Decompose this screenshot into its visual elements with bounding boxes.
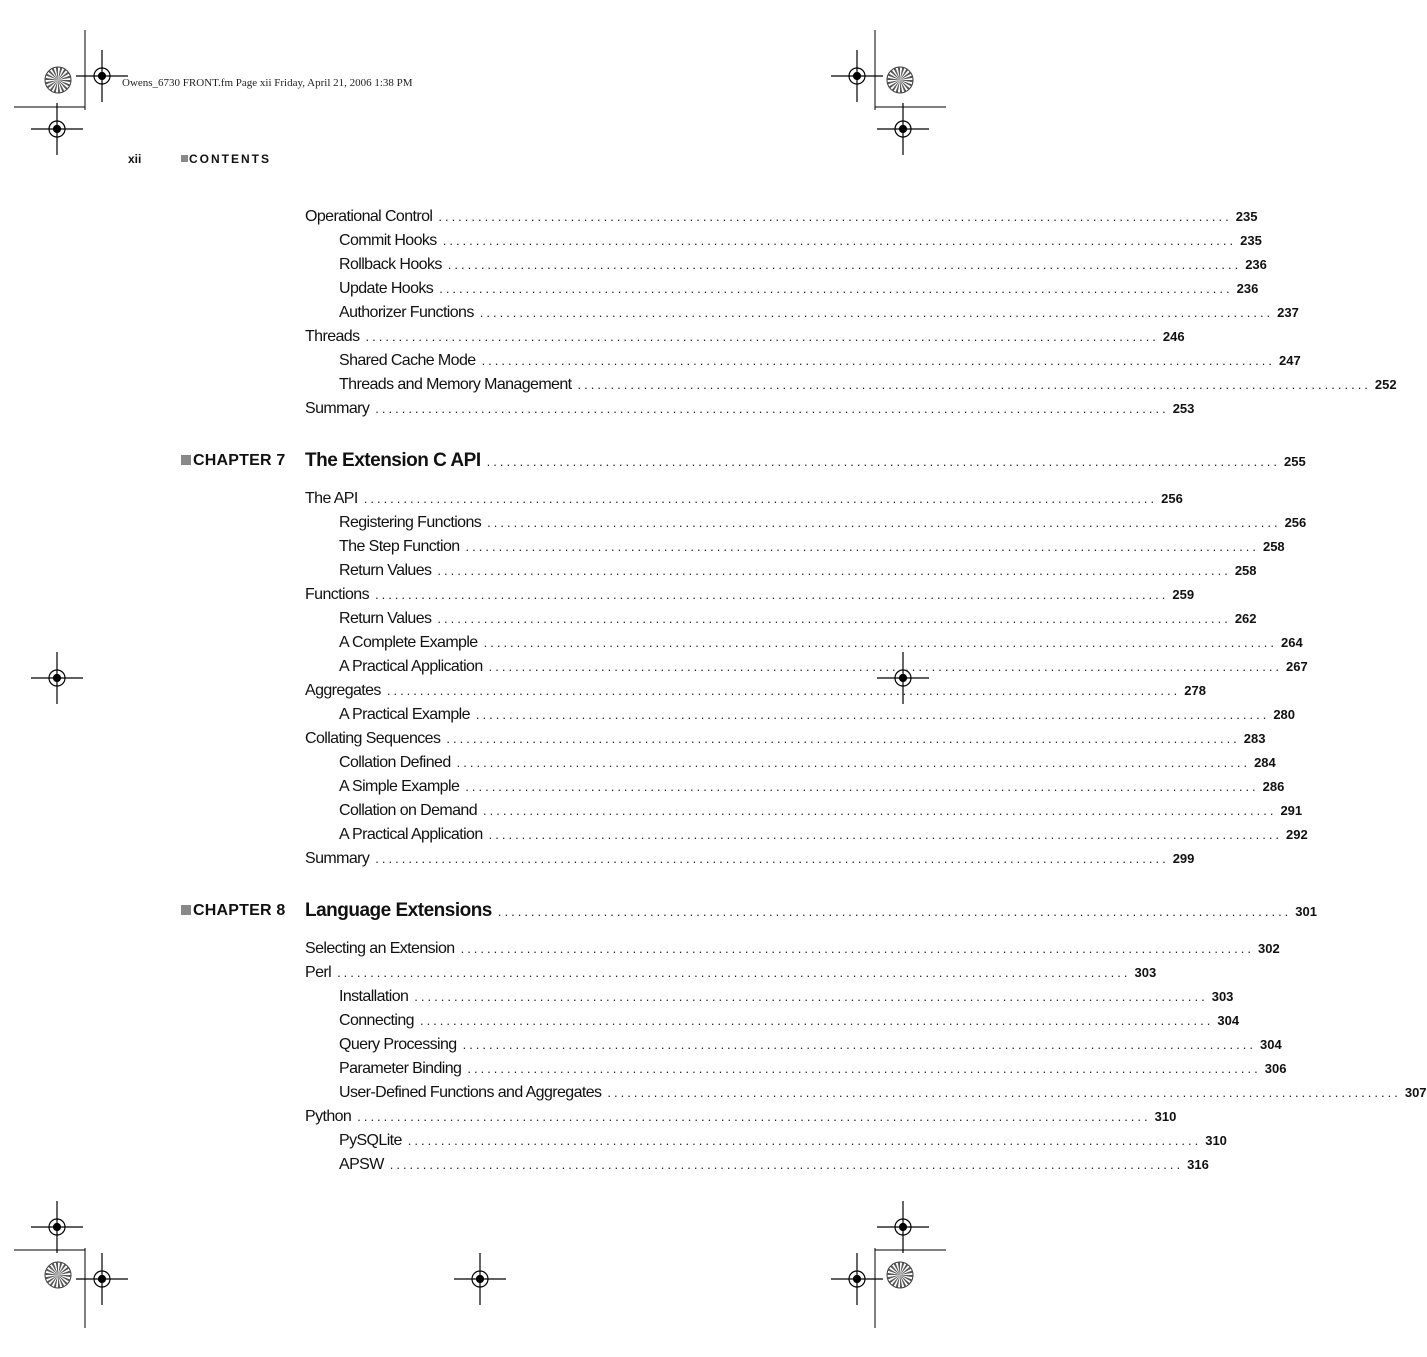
toc-subentry[interactable] [339,658,1308,680]
chapter-page: 255 [1284,454,1306,469]
toc-subentry[interactable] [339,988,1234,1010]
entry-page: 303 [1134,965,1157,980]
entry-page: 236 [1236,281,1259,296]
entry-page: 291 [1280,803,1303,818]
entry-page: 237 [1277,305,1299,320]
entry-title: A Practical Application [339,826,483,843]
registration-mark-icon [31,1201,83,1253]
entry-page: 247 [1278,353,1301,368]
entry-title: Rollback Hooks [339,256,442,273]
toc-subentry[interactable] [339,304,1299,326]
toc-subentry[interactable] [339,778,1285,800]
entry-page: 292 [1286,827,1308,842]
registration-mark-icon [76,50,128,102]
chapter-title: Language Extensions [305,900,492,921]
toc-entry[interactable] [305,1108,1177,1130]
toc-subentry[interactable] [339,538,1285,560]
dot-leader: ........................................................................................................................ [437,563,1231,578]
dot-leader: ........................................................................................................................ [483,635,1278,650]
entry-title: Update Hooks [339,280,434,297]
entry-page: 235 [1235,209,1258,224]
entry-page: 284 [1254,755,1276,770]
entry-title: Installation [339,988,409,1005]
dot-leader: ........................................................................................................................ [475,707,1270,722]
toc-subentry[interactable] [339,754,1276,776]
entry-title: Perl [305,964,332,981]
toc-subentry[interactable] [339,1012,1240,1034]
registration-mark-icon [31,103,83,155]
toc-subentry[interactable] [339,826,1308,848]
entry-page: 310 [1205,1133,1227,1148]
entry-title: Shared Cache Mode [339,352,476,369]
entry-page: 278 [1184,683,1206,698]
entry-title: The Step Function [339,538,460,555]
entry-page: 310 [1154,1109,1177,1124]
entry-page: 258 [1262,539,1285,554]
entry-page: 280 [1273,707,1296,722]
chapter-title: The Extension C API [305,450,481,471]
toc-entry[interactable] [305,400,1195,422]
entry-page: 259 [1172,587,1195,602]
toc-entry[interactable] [305,850,1195,872]
entry-title: A Simple Example [339,778,460,795]
entry-page: 267 [1286,659,1308,674]
dot-leader: ........................................................................................................................ [497,904,1292,919]
toc-subentry[interactable] [339,802,1303,824]
dot-leader: ........................................................................................................................ [363,491,1158,506]
entry-page: 256 [1284,515,1307,530]
toc-subentry[interactable] [339,1060,1287,1082]
registration-mark-icon [76,1253,128,1305]
dot-leader: ........................................................................................................................ [337,965,1131,980]
toc-entry[interactable] [305,682,1206,704]
dot-leader: ........................................................................................................................ [407,1133,1202,1148]
dot-leader: ........................................................................................................................ [389,1157,1184,1172]
star-target-icon [887,1262,913,1288]
entry-page: 307 [1404,1085,1427,1100]
entry-page: 252 [1374,377,1397,392]
entry-title: Threads [305,328,360,345]
entry-page: 304 [1260,1037,1282,1052]
chapter-label-text: CHAPTER 8 [193,902,286,919]
chapter-label [181,452,285,470]
entry-title: A Practical Application [339,658,483,675]
entry-title: Threads and Memory Management [339,376,572,393]
entry-title: A Complete Example [339,634,478,651]
toc-subentry[interactable] [339,514,1307,536]
chapter-page: 301 [1295,904,1317,919]
entry-title: Aggregates [305,682,381,699]
dot-leader: ........................................................................................................................ [465,539,1259,554]
dot-leader: ........................................................................................................................ [439,281,1233,296]
entry-page: 316 [1187,1157,1209,1172]
entry-page: 283 [1243,731,1266,746]
dot-leader: ........................................................................................................................ [442,233,1237,248]
dot-leader: ........................................................................................................................ [465,779,1259,794]
square-bullet-icon [181,455,191,465]
entry-page: 264 [1281,635,1303,650]
entry-page: 302 [1258,941,1280,956]
entry-page: 253 [1172,401,1195,416]
entry-title: Commit Hooks [339,232,437,249]
square-bullet-icon [181,155,188,162]
entry-title: The API [305,490,358,507]
entry-title: Selecting an Extension [305,940,455,957]
dot-leader: ........................................................................................................................ [488,827,1283,842]
dot-leader: ........................................................................................................................ [486,454,1281,469]
toc-subentry[interactable] [339,1036,1282,1058]
toc-entry[interactable] [305,940,1280,962]
chapter-entry[interactable] [305,450,1306,476]
entry-title: Functions [305,586,369,603]
dot-leader: ........................................................................................................................ [577,377,1371,392]
entry-title: A Practical Example [339,706,470,723]
square-bullet-icon [181,905,191,915]
entry-title: User-Defined Functions and Aggregates [339,1084,602,1101]
toc-entry[interactable] [305,964,1157,986]
dot-leader: ........................................................................................................................ [483,803,1277,818]
registration-mark-icon [31,652,83,704]
star-target-icon [45,67,71,93]
toc-entry[interactable] [305,730,1266,752]
entry-page: 236 [1245,257,1267,272]
entry-page: 306 [1264,1061,1287,1076]
entry-title: Summary [305,850,370,867]
toc-subentry[interactable] [339,1132,1227,1154]
entry-title: Authorizer Functions [339,304,474,321]
entry-page: 262 [1234,611,1257,626]
registration-mark-icon [877,103,929,155]
entry-title: Connecting [339,1012,414,1029]
entry-title: Python [305,1108,352,1125]
dot-leader: ........................................................................................................................ [419,1013,1214,1028]
entry-page: 256 [1161,491,1183,506]
toc-subentry[interactable] [339,352,1301,374]
entry-page: 299 [1172,851,1195,866]
toc-subentry[interactable] [339,706,1296,728]
entry-title: APSW [339,1156,384,1173]
toc-subentry[interactable] [339,280,1259,302]
toc-entry[interactable] [305,490,1183,512]
chapter-entry[interactable] [305,900,1317,926]
dot-leader: ........................................................................................................................ [414,989,1208,1004]
dot-leader: ........................................................................................................................ [447,257,1242,272]
entry-title: Operational Control [305,208,433,225]
running-head [181,152,271,166]
dot-leader: ........................................................................................................................ [456,755,1251,770]
toc-subentry[interactable] [339,376,1397,398]
entry-title: Return Values [339,610,432,627]
toc-subentry[interactable] [339,1156,1209,1178]
entry-title: Return Values [339,562,432,579]
dot-leader: ........................................................................................................................ [462,1037,1256,1052]
chapter-label [181,902,285,920]
entry-title: Collation on Demand [339,802,478,819]
entry-title: Registering Functions [339,514,482,531]
toc-subentry[interactable] [339,562,1257,584]
dot-leader: ........................................................................................................................ [481,353,1275,368]
entry-page: 303 [1211,989,1234,1004]
entry-title: Query Processing [339,1036,457,1053]
dot-leader: ........................................................................................................................ [386,683,1181,698]
entry-page: 246 [1162,329,1185,344]
entry-page: 258 [1234,563,1257,578]
page-number: xii [128,152,142,166]
running-head-text: CONTENTS [189,152,271,166]
toc-entry[interactable] [305,328,1185,350]
entry-page: 304 [1217,1013,1240,1028]
entry-title: PySQLite [339,1132,402,1149]
file-slug: Owens_6730 FRONT.fm Page xii Friday, April 21, 2006 1:38 PM [122,77,413,89]
dot-leader: ........................................................................................................................ [607,1085,1401,1100]
entry-title: Summary [305,400,370,417]
star-target-icon [45,1262,71,1288]
star-target-icon [887,67,913,93]
dot-leader: ........................................................................................................................ [437,611,1231,626]
toc-entry[interactable] [305,208,1258,230]
dot-leader: ........................................................................................................................ [446,731,1240,746]
toc-subentry[interactable] [339,256,1267,278]
dot-leader: ........................................................................................................................ [357,1109,1151,1124]
dot-leader: ........................................................................................................................ [375,401,1169,416]
dot-leader: ........................................................................................................................ [487,515,1281,530]
registration-mark-icon [877,1201,929,1253]
dot-leader: ........................................................................................................................ [374,587,1169,602]
entry-page: 235 [1240,233,1262,248]
entry-title: Collating Sequences [305,730,441,747]
toc-subentry[interactable] [339,1084,1427,1106]
registration-mark-icon [454,1253,506,1305]
dot-leader: ........................................................................................................................ [460,941,1254,956]
dot-leader: ........................................................................................................................ [479,305,1274,320]
entry-title: Parameter Binding [339,1060,462,1077]
toc-entry[interactable] [305,586,1195,608]
dot-leader: ........................................................................................................................ [375,851,1169,866]
dot-leader: ........................................................................................................................ [438,209,1232,224]
toc-subentry[interactable] [339,232,1262,254]
chapter-label-text: CHAPTER 7 [193,452,286,469]
toc-subentry[interactable] [339,610,1257,632]
dot-leader: ........................................................................................................................ [365,329,1159,344]
toc-subentry[interactable] [339,634,1303,656]
entry-page: 286 [1262,779,1285,794]
dot-leader: ........................................................................................................................ [467,1061,1261,1076]
entry-title: Collation Defined [339,754,451,771]
dot-leader: ........................................................................................................................ [488,659,1283,674]
